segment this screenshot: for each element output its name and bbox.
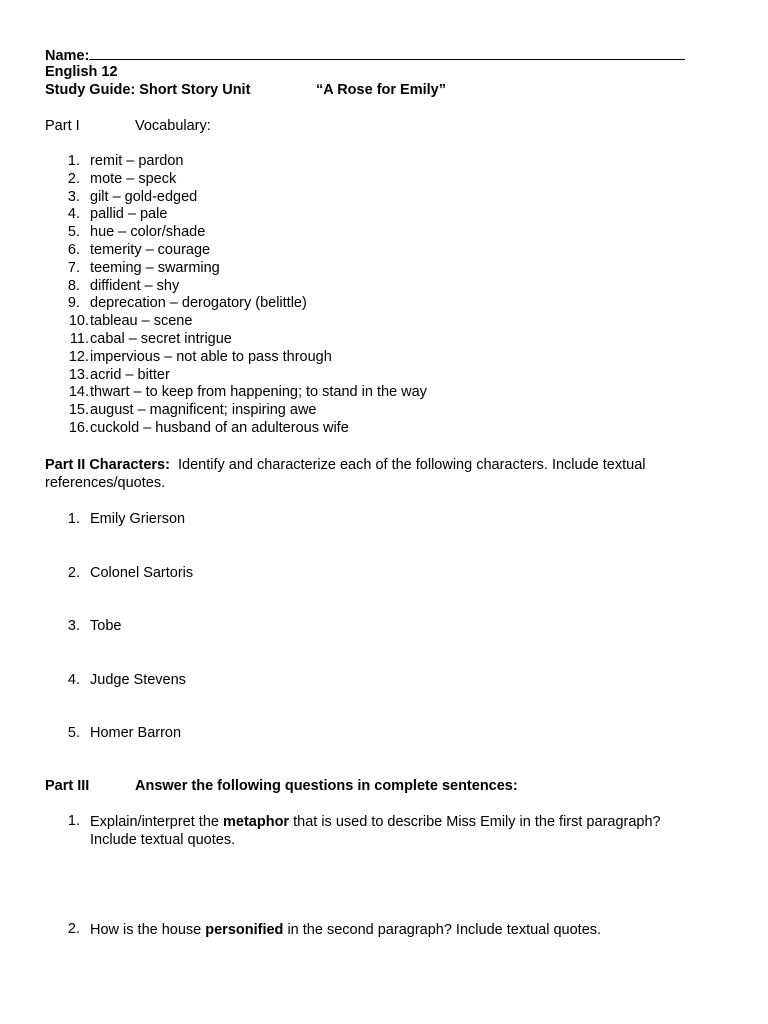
name-label: Name: — [45, 48, 90, 64]
question-1 — [45, 813, 705, 849]
name-line — [45, 46, 685, 66]
vocab-text: acrid – bitter — [90, 366, 170, 383]
study-guide-title — [45, 82, 446, 100]
character-item — [45, 617, 121, 635]
vocab-text: mote – speck — [90, 170, 177, 187]
character-name: Tobe — [90, 618, 122, 634]
vocab-item — [45, 224, 427, 242]
vocab-item — [45, 384, 427, 402]
vocab-text: tableau – scene — [90, 313, 193, 330]
question-text: Explain/interpret the metaphor that is used to describe Miss Emily in the first paragraph? Include textual quotes. — [90, 814, 661, 848]
vocab-number: 12. — [68, 348, 89, 365]
character-item — [45, 564, 193, 582]
vocab-number: 13. — [68, 366, 89, 383]
vocab-item — [45, 349, 427, 367]
vocab-item — [45, 367, 427, 385]
story-title: “A Rose for Emily” — [316, 82, 446, 98]
part1-label: Part I — [45, 118, 80, 134]
vocab-item — [45, 206, 427, 224]
vocab-number: 14. — [68, 384, 89, 401]
character-name: Colonel Sartoris — [90, 564, 194, 581]
vocab-item — [45, 313, 427, 331]
vocab-item — [45, 278, 427, 296]
vocab-text: pallid – pale — [90, 206, 168, 223]
vocab-number: 4. — [67, 206, 80, 223]
part3-heading — [45, 778, 518, 796]
character-number: 5. — [67, 725, 80, 741]
part2-label: Part II Characters: — [45, 457, 170, 473]
question-number: 2. — [67, 921, 80, 937]
vocab-number: 9. — [67, 295, 80, 312]
character-number: 3. — [67, 618, 80, 634]
vocab-number: 8. — [67, 277, 80, 294]
vocab-number: 10. — [68, 313, 89, 330]
part3-label: Part III — [45, 778, 90, 794]
vocab-text: diffident – shy — [90, 277, 180, 294]
vocab-text: hue – color/shade — [90, 224, 206, 241]
character-item — [45, 724, 181, 742]
vocab-text: temerity – courage — [90, 241, 211, 258]
vocab-text: thwart – to keep from happening; to stand in the way — [90, 384, 427, 401]
vocab-number: 2. — [67, 170, 80, 187]
vocab-text: august – magnificent; inspiring awe — [90, 402, 317, 419]
vocab-text: gilt – gold-edged — [90, 188, 198, 205]
part2-heading — [45, 456, 685, 492]
vocab-text: impervious – not able to pass through — [90, 348, 332, 365]
character-name: Emily Grierson — [90, 511, 186, 527]
character-name: Homer Barron — [90, 725, 182, 741]
study-guide-label: Study Guide: Short Story Unit — [45, 82, 251, 98]
vocab-item — [45, 189, 427, 207]
vocab-text: cabal – secret intrigue — [90, 330, 232, 347]
part2-instructions: Identify and characterize each of the following characters. Include textual references/quotes. — [45, 457, 646, 491]
vocab-text: cuckold – husband of an adulterous wife — [90, 419, 349, 436]
vocab-item — [45, 331, 427, 349]
vocab-item — [45, 260, 427, 278]
vocab-item — [45, 295, 427, 313]
vocab-item — [45, 402, 427, 420]
question-text: How is the house personified in the second paragraph? Include textual quotes. — [90, 922, 602, 938]
vocab-item — [45, 420, 427, 438]
question-number: 1. — [67, 813, 80, 829]
character-name: Judge Stevens — [90, 671, 186, 688]
character-number: 2. — [67, 564, 80, 581]
part3-title: Answer the following questions in complete sentences: — [135, 778, 518, 794]
vocab-number: 16. — [68, 419, 89, 436]
vocab-number: 3. — [67, 188, 80, 205]
vocab-number: 15. — [68, 402, 89, 419]
vocab-text: deprecation – derogatory (belittle) — [90, 295, 307, 312]
name-blank — [89, 46, 685, 60]
vocab-number: 11. — [69, 330, 89, 347]
vocab-text: teeming – swarming — [90, 259, 220, 276]
vocab-item — [45, 242, 427, 260]
character-number: 1. — [67, 511, 80, 527]
vocab-item — [45, 153, 427, 171]
question-keyword: metaphor — [223, 814, 290, 830]
course-title: English 12 — [45, 64, 118, 80]
vocab-number: 1. — [67, 153, 80, 169]
character-item — [45, 671, 186, 689]
vocab-text: remit – pardon — [90, 153, 184, 169]
question-keyword: personified — [205, 922, 284, 938]
character-number: 4. — [67, 671, 80, 688]
vocab-number: 5. — [67, 224, 80, 241]
vocab-number: 6. — [67, 241, 80, 258]
vocab-item — [45, 171, 427, 189]
question-2 — [45, 921, 705, 939]
part1-heading — [45, 118, 211, 136]
part1-title: Vocabulary: — [135, 118, 211, 134]
vocabulary-list — [45, 153, 427, 438]
character-item — [45, 510, 185, 528]
vocab-number: 7. — [67, 259, 80, 276]
